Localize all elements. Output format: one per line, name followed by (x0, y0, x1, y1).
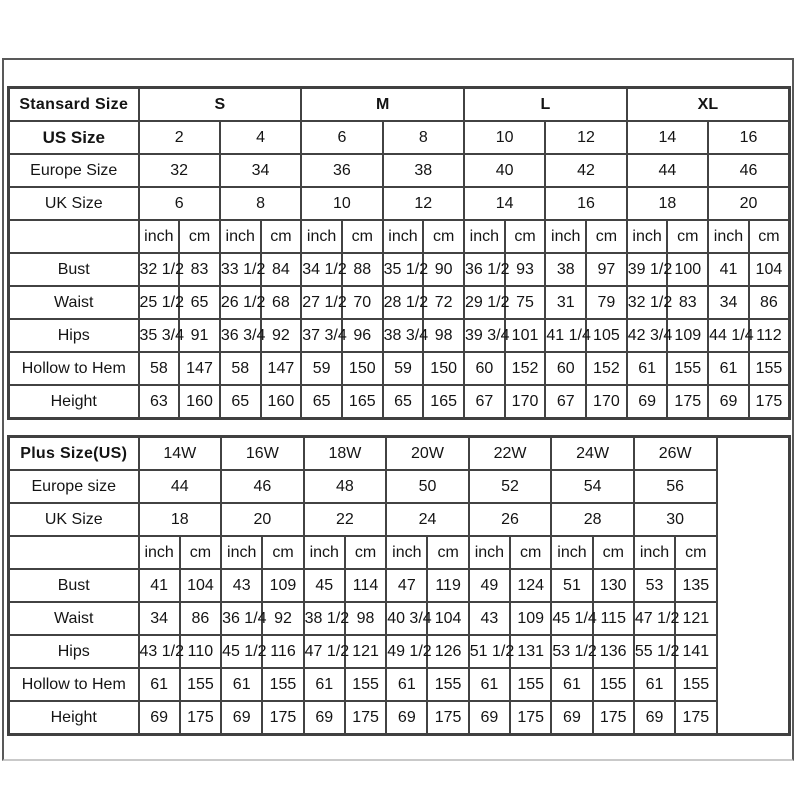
measurement-value-cell: 45 1/4 (551, 602, 592, 635)
unit-header-cell: cm (427, 536, 468, 569)
size-value-cell: 24 (386, 503, 469, 536)
table-row (9, 121, 790, 154)
measurement-value-cell: 27 1/2 (301, 286, 342, 319)
size-group-cell: XL (627, 88, 790, 122)
size-value-cell: 38 (383, 154, 464, 187)
measurement-value-cell: 69 (708, 385, 749, 419)
size-value-cell: 36 (301, 154, 382, 187)
measurement-value-cell: 59 (301, 352, 342, 385)
measurement-value-cell: 49 (469, 569, 510, 602)
unit-header-cell: inch (708, 220, 749, 253)
size-value-cell: 46 (221, 470, 304, 503)
measurement-value-cell: 175 (262, 701, 303, 735)
measurement-value-cell: 121 (345, 635, 386, 668)
measurement-value-cell: 40 3/4 (386, 602, 427, 635)
measurement-value-cell: 41 (139, 569, 180, 602)
measurement-value-cell: 121 (675, 602, 716, 635)
table-row (9, 154, 790, 187)
row-label: Height (9, 701, 139, 735)
size-value-cell: 44 (139, 470, 222, 503)
row-label: Hollow to Hem (9, 352, 139, 385)
unit-header-cell: inch (634, 536, 675, 569)
table-row (9, 319, 790, 352)
measurement-value-cell: 115 (593, 602, 634, 635)
measurement-value-cell: 60 (464, 352, 505, 385)
measurement-value-cell: 98 (345, 602, 386, 635)
measurement-value-cell: 96 (342, 319, 383, 352)
measurement-value-cell: 31 (545, 286, 586, 319)
table-row (9, 437, 790, 471)
measurement-value-cell: 170 (505, 385, 546, 419)
plus-size-table (7, 435, 791, 736)
table-row (9, 286, 790, 319)
measurement-value-cell: 104 (427, 602, 468, 635)
table-row (9, 503, 790, 536)
table-row (9, 88, 790, 122)
measurement-value-cell: 37 3/4 (301, 319, 342, 352)
unit-header-cell: inch (383, 220, 424, 253)
unit-header-cell: inch (220, 220, 261, 253)
measurement-value-cell: 110 (180, 635, 221, 668)
size-group-cell: S (139, 88, 302, 122)
measurement-value-cell: 38 3/4 (383, 319, 424, 352)
measurement-value-cell: 165 (423, 385, 464, 419)
size-value-cell: 16 (708, 121, 789, 154)
table-row (9, 668, 790, 701)
measurement-value-cell: 104 (749, 253, 790, 286)
measurement-value-cell: 165 (342, 385, 383, 419)
measurement-value-cell: 155 (675, 668, 716, 701)
measurement-value-cell: 35 3/4 (139, 319, 180, 352)
measurement-value-cell: 61 (304, 668, 345, 701)
size-value-cell: 20W (386, 437, 469, 471)
table-row (9, 187, 790, 220)
measurement-value-cell: 43 (221, 569, 262, 602)
measurement-value-cell: 175 (427, 701, 468, 735)
measurement-value-cell: 69 (386, 701, 427, 735)
measurement-value-cell: 109 (667, 319, 708, 352)
measurement-value-cell: 72 (423, 286, 464, 319)
measurement-value-cell: 61 (139, 668, 180, 701)
size-value-cell: 56 (634, 470, 717, 503)
size-value-cell: 14 (627, 121, 708, 154)
size-value-cell: 14 (464, 187, 545, 220)
unit-header-cell: cm (179, 220, 220, 253)
measurement-value-cell: 109 (262, 569, 303, 602)
measurement-value-cell: 34 1/2 (301, 253, 342, 286)
measurement-value-cell: 175 (593, 701, 634, 735)
measurement-value-cell: 42 3/4 (627, 319, 668, 352)
row-label: Height (9, 385, 139, 419)
measurement-value-cell: 136 (593, 635, 634, 668)
measurement-value-cell: 105 (586, 319, 627, 352)
measurement-value-cell: 135 (675, 569, 716, 602)
measurement-value-cell: 60 (545, 352, 586, 385)
measurement-value-cell: 68 (261, 286, 302, 319)
size-group-cell: M (301, 88, 464, 122)
size-value-cell: 8 (383, 121, 464, 154)
unit-header-cell: cm (505, 220, 546, 253)
measurement-value-cell: 45 1/2 (221, 635, 262, 668)
measurement-value-cell: 65 (179, 286, 220, 319)
measurement-value-cell: 38 1/2 (304, 602, 345, 635)
measurement-value-cell: 61 (627, 352, 668, 385)
measurement-value-cell: 170 (586, 385, 627, 419)
table-row (9, 536, 790, 569)
measurement-value-cell: 41 1/4 (545, 319, 586, 352)
measurement-value-cell: 155 (749, 352, 790, 385)
measurement-value-cell: 32 1/2 (627, 286, 668, 319)
measurement-value-cell: 86 (749, 286, 790, 319)
size-value-cell: 8 (220, 187, 301, 220)
measurement-value-cell: 69 (627, 385, 668, 419)
size-value-cell: 32 (139, 154, 220, 187)
size-value-cell: 2 (139, 121, 220, 154)
size-value-cell: 22 (304, 503, 387, 536)
measurement-value-cell: 58 (139, 352, 180, 385)
table-row (9, 385, 790, 419)
measurement-value-cell: 65 (220, 385, 261, 419)
unit-header-cell: inch (464, 220, 505, 253)
size-value-cell: 28 (551, 503, 634, 536)
unit-header-cell: cm (261, 220, 302, 253)
measurement-value-cell: 147 (179, 352, 220, 385)
measurement-value-cell: 69 (221, 701, 262, 735)
unit-header-cell: cm (667, 220, 708, 253)
measurement-value-cell: 61 (469, 668, 510, 701)
unit-header-cell: cm (593, 536, 634, 569)
unit-header-cell: inch (301, 220, 342, 253)
measurement-value-cell: 109 (510, 602, 551, 635)
measurement-value-cell: 152 (586, 352, 627, 385)
size-value-cell: 12 (383, 187, 464, 220)
measurement-value-cell: 58 (220, 352, 261, 385)
size-value-cell: 42 (545, 154, 626, 187)
measurement-value-cell: 175 (749, 385, 790, 419)
measurement-value-cell: 160 (261, 385, 302, 419)
measurement-value-cell: 155 (180, 668, 221, 701)
unit-header-cell: inch (139, 536, 180, 569)
measurement-value-cell: 44 1/4 (708, 319, 749, 352)
unit-header-cell: cm (510, 536, 551, 569)
corner-label: Stansard Size (9, 88, 139, 122)
measurement-value-cell: 28 1/2 (383, 286, 424, 319)
size-value-cell: 6 (301, 121, 382, 154)
measurement-value-cell: 39 1/2 (627, 253, 668, 286)
measurement-value-cell: 69 (139, 701, 180, 735)
measurement-value-cell: 175 (345, 701, 386, 735)
corner-label: Plus Size(US) (9, 437, 139, 471)
table-row (9, 701, 790, 735)
measurement-value-cell: 141 (675, 635, 716, 668)
standard-size-table (7, 86, 791, 420)
measurement-value-cell: 131 (510, 635, 551, 668)
measurement-value-cell: 47 (386, 569, 427, 602)
measurement-value-cell: 155 (427, 668, 468, 701)
size-value-cell: 52 (469, 470, 552, 503)
measurement-value-cell: 55 1/2 (634, 635, 675, 668)
measurement-value-cell: 26 1/2 (220, 286, 261, 319)
measurement-value-cell: 97 (586, 253, 627, 286)
size-group-cell: L (464, 88, 627, 122)
row-label: UK Size (9, 187, 139, 220)
measurement-value-cell: 59 (383, 352, 424, 385)
size-value-cell: 54 (551, 470, 634, 503)
row-label: US Size (9, 121, 139, 154)
measurement-value-cell: 160 (179, 385, 220, 419)
size-value-cell: 16W (221, 437, 304, 471)
measurement-value-cell: 41 (708, 253, 749, 286)
size-value-cell: 18 (627, 187, 708, 220)
unit-header-cell: inch (545, 220, 586, 253)
measurement-value-cell: 114 (345, 569, 386, 602)
measurement-value-cell: 69 (634, 701, 675, 735)
measurement-value-cell: 119 (427, 569, 468, 602)
measurement-value-cell: 175 (675, 701, 716, 735)
empty-cell (717, 437, 790, 735)
unit-header-cell: inch (139, 220, 180, 253)
size-value-cell: 26W (634, 437, 717, 471)
measurement-value-cell: 34 (139, 602, 180, 635)
size-value-cell: 4 (220, 121, 301, 154)
table-row (9, 253, 790, 286)
measurement-value-cell: 51 1/2 (469, 635, 510, 668)
measurement-value-cell: 25 1/2 (139, 286, 180, 319)
measurement-value-cell: 92 (261, 319, 302, 352)
size-value-cell: 18 (139, 503, 222, 536)
measurement-value-cell: 86 (180, 602, 221, 635)
row-label: Waist (9, 286, 139, 319)
measurement-value-cell: 29 1/2 (464, 286, 505, 319)
size-value-cell: 48 (304, 470, 387, 503)
row-label: Bust (9, 253, 139, 286)
measurement-value-cell: 53 (634, 569, 675, 602)
measurement-value-cell: 83 (667, 286, 708, 319)
measurement-value-cell: 98 (423, 319, 464, 352)
measurement-value-cell: 155 (593, 668, 634, 701)
unit-header-cell: cm (262, 536, 303, 569)
measurement-value-cell: 61 (551, 668, 592, 701)
measurement-value-cell: 69 (469, 701, 510, 735)
measurement-value-cell: 147 (261, 352, 302, 385)
measurement-value-cell: 91 (179, 319, 220, 352)
measurement-value-cell: 104 (180, 569, 221, 602)
measurement-value-cell: 70 (342, 286, 383, 319)
measurement-value-cell: 36 1/2 (464, 253, 505, 286)
size-value-cell: 22W (469, 437, 552, 471)
measurement-value-cell: 65 (383, 385, 424, 419)
size-value-cell: 20 (221, 503, 304, 536)
table-row (9, 602, 790, 635)
row-label: Hips (9, 635, 139, 668)
unit-header-cell: inch (627, 220, 668, 253)
measurement-value-cell: 67 (464, 385, 505, 419)
measurement-value-cell: 63 (139, 385, 180, 419)
size-value-cell: 46 (708, 154, 789, 187)
measurement-value-cell: 67 (545, 385, 586, 419)
unit-header-cell: inch (551, 536, 592, 569)
measurement-value-cell: 155 (262, 668, 303, 701)
measurement-value-cell: 175 (510, 701, 551, 735)
measurement-value-cell: 51 (551, 569, 592, 602)
unit-header-cell: cm (345, 536, 386, 569)
measurement-value-cell: 150 (342, 352, 383, 385)
measurement-value-cell: 53 1/2 (551, 635, 592, 668)
measurement-value-cell: 79 (586, 286, 627, 319)
measurement-value-cell: 36 3/4 (220, 319, 261, 352)
unit-header-cell: cm (342, 220, 383, 253)
blank-cell (9, 220, 139, 253)
table-row (9, 220, 790, 253)
size-value-cell: 34 (220, 154, 301, 187)
measurement-value-cell: 84 (261, 253, 302, 286)
row-label: Bust (9, 569, 139, 602)
unit-header-cell: inch (469, 536, 510, 569)
table-row (9, 352, 790, 385)
measurement-value-cell: 61 (221, 668, 262, 701)
unit-header-cell: inch (386, 536, 427, 569)
size-chart-frame (2, 58, 794, 761)
measurement-value-cell: 47 1/2 (634, 602, 675, 635)
unit-header-cell: inch (304, 536, 345, 569)
measurement-value-cell: 116 (262, 635, 303, 668)
measurement-value-cell: 101 (505, 319, 546, 352)
size-value-cell: 40 (464, 154, 545, 187)
measurement-value-cell: 49 1/2 (386, 635, 427, 668)
row-label: UK Size (9, 503, 139, 536)
measurement-value-cell: 43 (469, 602, 510, 635)
measurement-value-cell: 155 (345, 668, 386, 701)
row-label: Hollow to Hem (9, 668, 139, 701)
measurement-value-cell: 92 (262, 602, 303, 635)
row-label: Europe Size (9, 154, 139, 187)
measurement-value-cell: 126 (427, 635, 468, 668)
measurement-value-cell: 88 (342, 253, 383, 286)
size-value-cell: 12 (545, 121, 626, 154)
measurement-value-cell: 35 1/2 (383, 253, 424, 286)
unit-header-cell: inch (221, 536, 262, 569)
size-value-cell: 16 (545, 187, 626, 220)
unit-header-cell: cm (180, 536, 221, 569)
measurement-value-cell: 83 (179, 253, 220, 286)
measurement-value-cell: 155 (667, 352, 708, 385)
measurement-value-cell: 75 (505, 286, 546, 319)
measurement-value-cell: 65 (301, 385, 342, 419)
row-label: Waist (9, 602, 139, 635)
measurement-value-cell: 90 (423, 253, 464, 286)
table-row (9, 635, 790, 668)
measurement-value-cell: 36 1/4 (221, 602, 262, 635)
measurement-value-cell: 100 (667, 253, 708, 286)
measurement-value-cell: 61 (634, 668, 675, 701)
row-label: Europe size (9, 470, 139, 503)
unit-header-cell: cm (586, 220, 627, 253)
table-row (9, 470, 790, 503)
size-value-cell: 44 (627, 154, 708, 187)
measurement-value-cell: 47 1/2 (304, 635, 345, 668)
size-value-cell: 14W (139, 437, 222, 471)
measurement-value-cell: 32 1/2 (139, 253, 180, 286)
measurement-value-cell: 34 (708, 286, 749, 319)
measurement-value-cell: 33 1/2 (220, 253, 261, 286)
measurement-value-cell: 38 (545, 253, 586, 286)
size-value-cell: 6 (139, 187, 220, 220)
measurement-value-cell: 130 (593, 569, 634, 602)
size-value-cell: 50 (386, 470, 469, 503)
size-value-cell: 18W (304, 437, 387, 471)
unit-header-cell: cm (423, 220, 464, 253)
measurement-value-cell: 124 (510, 569, 551, 602)
measurement-value-cell: 61 (386, 668, 427, 701)
measurement-value-cell: 155 (510, 668, 551, 701)
measurement-value-cell: 69 (551, 701, 592, 735)
table-row (9, 569, 790, 602)
size-value-cell: 10 (464, 121, 545, 154)
size-value-cell: 20 (708, 187, 789, 220)
size-value-cell: 30 (634, 503, 717, 536)
measurement-value-cell: 175 (180, 701, 221, 735)
measurement-value-cell: 150 (423, 352, 464, 385)
unit-header-cell: cm (749, 220, 790, 253)
measurement-value-cell: 112 (749, 319, 790, 352)
measurement-value-cell: 69 (304, 701, 345, 735)
measurement-value-cell: 43 1/2 (139, 635, 180, 668)
blank-cell (9, 536, 139, 569)
measurement-value-cell: 93 (505, 253, 546, 286)
unit-header-cell: cm (675, 536, 716, 569)
measurement-value-cell: 61 (708, 352, 749, 385)
measurement-value-cell: 152 (505, 352, 546, 385)
measurement-value-cell: 175 (667, 385, 708, 419)
measurement-value-cell: 39 3/4 (464, 319, 505, 352)
size-value-cell: 10 (301, 187, 382, 220)
size-value-cell: 26 (469, 503, 552, 536)
measurement-value-cell: 45 (304, 569, 345, 602)
size-value-cell: 24W (551, 437, 634, 471)
row-label: Hips (9, 319, 139, 352)
